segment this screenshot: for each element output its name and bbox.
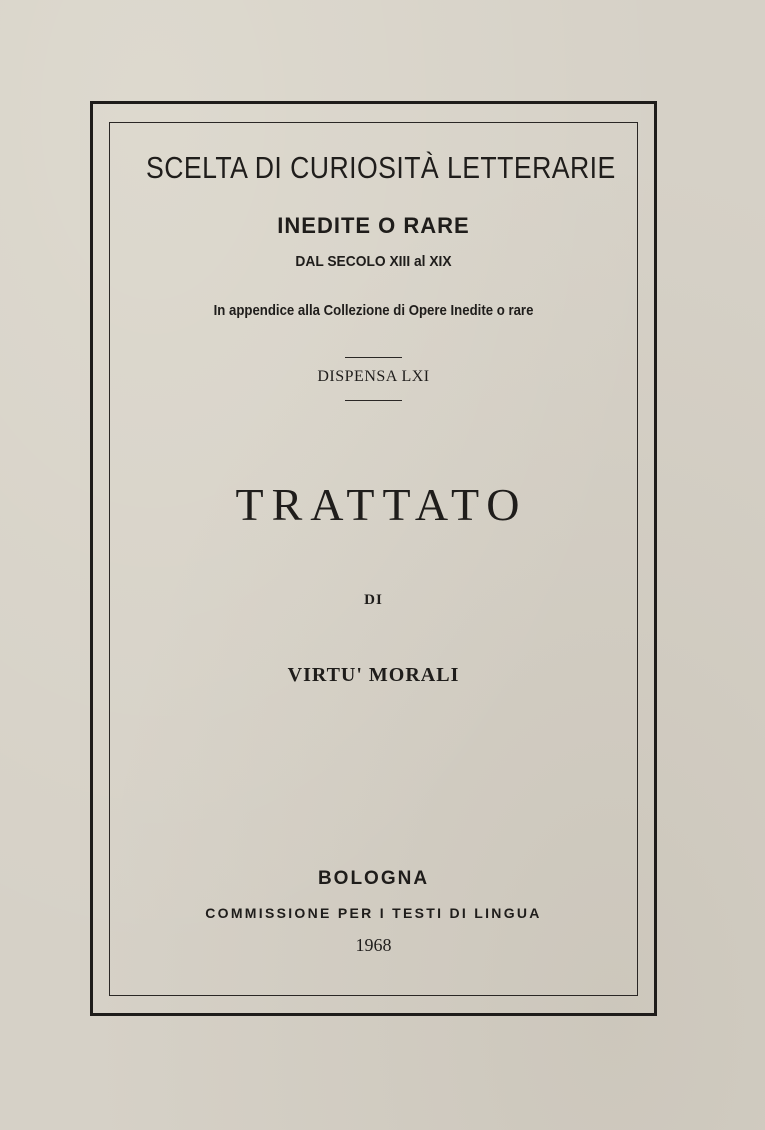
- divider-top: [345, 357, 402, 358]
- divider-bottom: [345, 400, 402, 401]
- imprint-year: 1968: [355, 935, 392, 955]
- main-title: TRATTATO: [235, 479, 528, 530]
- series-appendix-note: In appendice alla Collezione di Opere Inedite o rare: [213, 302, 534, 319]
- work-subject: VIRTU' MORALI: [287, 664, 460, 686]
- series-subtitle: INEDITE O RARE: [277, 213, 470, 238]
- issue-number: DISPENSA LXI: [317, 368, 430, 385]
- imprint-publisher: COMMISSIONE PER I TESTI DI LINGUA: [205, 905, 542, 921]
- series-period: DAL SECOLO XIII al XIX: [295, 253, 452, 270]
- series-title: SCELTA DI CURIOSITÀ LETTERARIE: [146, 150, 616, 185]
- imprint-city: BOLOGNA: [317, 868, 430, 889]
- title-connector: DI: [364, 592, 383, 608]
